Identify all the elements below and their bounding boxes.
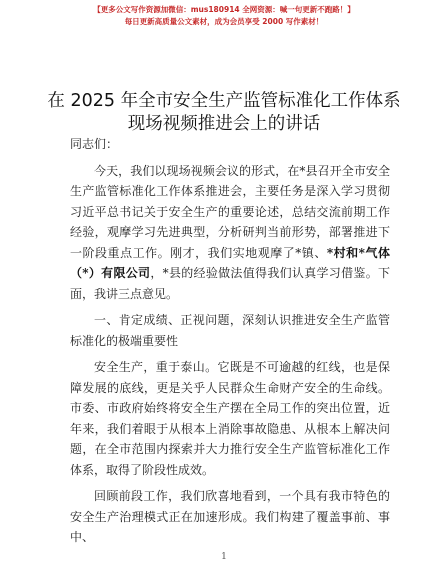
page-number: 1 xyxy=(221,552,227,562)
document-body xyxy=(70,134,390,554)
promo-banner xyxy=(0,4,448,28)
paragraph-intro xyxy=(70,161,390,305)
paragraph-intro-text-a: 今天，我们以现场视频会议的形式，在*县召开全市安全生产监管标准化工作体系推进会，主要任务是深入学习贯彻习近平总书记关于安全生产的重要论述，总结交流前期工作经验，观摩学习先进典型，分析研判当前形势，部署推进下一阶段重点工作。刚才，我们实地观摩了*镇、 xyxy=(70,163,390,260)
promo-banner-line-2: 每日更新高质量公文素材，成为会员享受 2000 写作素材！ xyxy=(124,17,324,26)
salutation: 同志们： xyxy=(70,137,119,151)
paragraph-intro-text-b: ，*县的经验做法值得我们认真学习借鉴。下面，我讲三点意见。 xyxy=(70,266,390,301)
paragraph-safety: 安全生产，重于泰山。它既是不可逾越的红线，也是保障发展的底线，更是关乎人民群众生命财产安全的生命线。市委、市政府始终将安全生产摆在全局工作的突出位置，近年来，我们着眼于从根本上消除事故隐患、从根本上解决问题，在全市范围内探索并大力推行安全生产监管标准化工作体系，取得了阶段性成效。 xyxy=(70,360,390,477)
paragraph-review: 回顾前段工作，我们欣喜地看到，一个具有我市特色的安全生产治理模式正在加速形成。我们构建了覆盖事前、事中、 xyxy=(70,489,390,544)
promo-banner-line-1: 【更多公文写作资源加微信：mus180914 全网资源：喊一句更新不跑路！】 xyxy=(93,5,355,14)
paragraph-intro-bold: *村和*气体（*）有限公司 xyxy=(70,245,390,280)
section-heading-1: 一、肯定成绩、正视问题，深刻认识推进安全生产监管标准化的极端重要性 xyxy=(70,313,390,348)
document-title: 在 2025 年全市安全生产监管标准化工作体系现场视频推进会上的讲话 xyxy=(47,91,401,134)
